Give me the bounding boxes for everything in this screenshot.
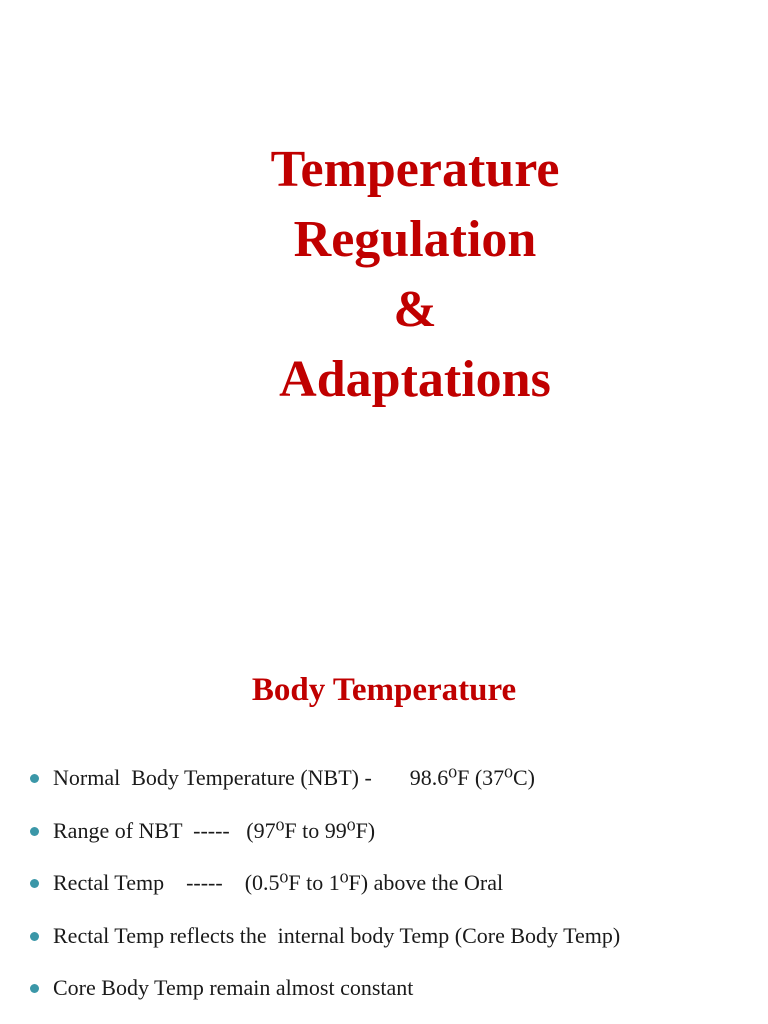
slide-title [180,135,650,415]
bullet-label: Core Body Temp remain almost constant [53,975,414,1000]
bullet-text [53,918,620,954]
bullet-text [53,865,503,901]
section-heading: Body Temperature [251,672,517,708]
bullet-label: Rectal Temp reflects the internal body Temp (Core Body Temp) [53,922,621,948]
list-item [30,813,750,866]
bullet-text [53,813,375,849]
title-line-1: Temperature [270,141,560,198]
bullet-value: ----- (0.5⁰F to 1⁰F) above the Oral [186,870,504,895]
list-item [30,918,750,971]
list-item [30,865,750,918]
bullet-dot-icon [30,827,39,836]
list-item [30,970,750,1023]
title-line-4: Adaptations [279,351,551,408]
bullet-text [53,970,413,1006]
list-item [30,760,750,813]
bullet-label: Normal Body Temperature (NBT) - [53,765,372,790]
bullet-dot-icon [30,932,39,941]
bullet-label: Range of NBT ----- (97⁰F to 99⁰F) [53,817,376,843]
bullet-dot-icon [30,879,39,888]
title-line-3: & [393,281,437,338]
bullet-value: 98.6⁰F (37⁰C) [409,765,535,790]
title-line-2: Regulation [293,211,537,268]
bullet-text [53,760,535,796]
bullet-label: Rectal Temp [53,870,165,895]
bullet-dot-icon [30,774,39,783]
bullet-dot-icon [30,984,39,993]
bullet-list [30,760,750,1023]
